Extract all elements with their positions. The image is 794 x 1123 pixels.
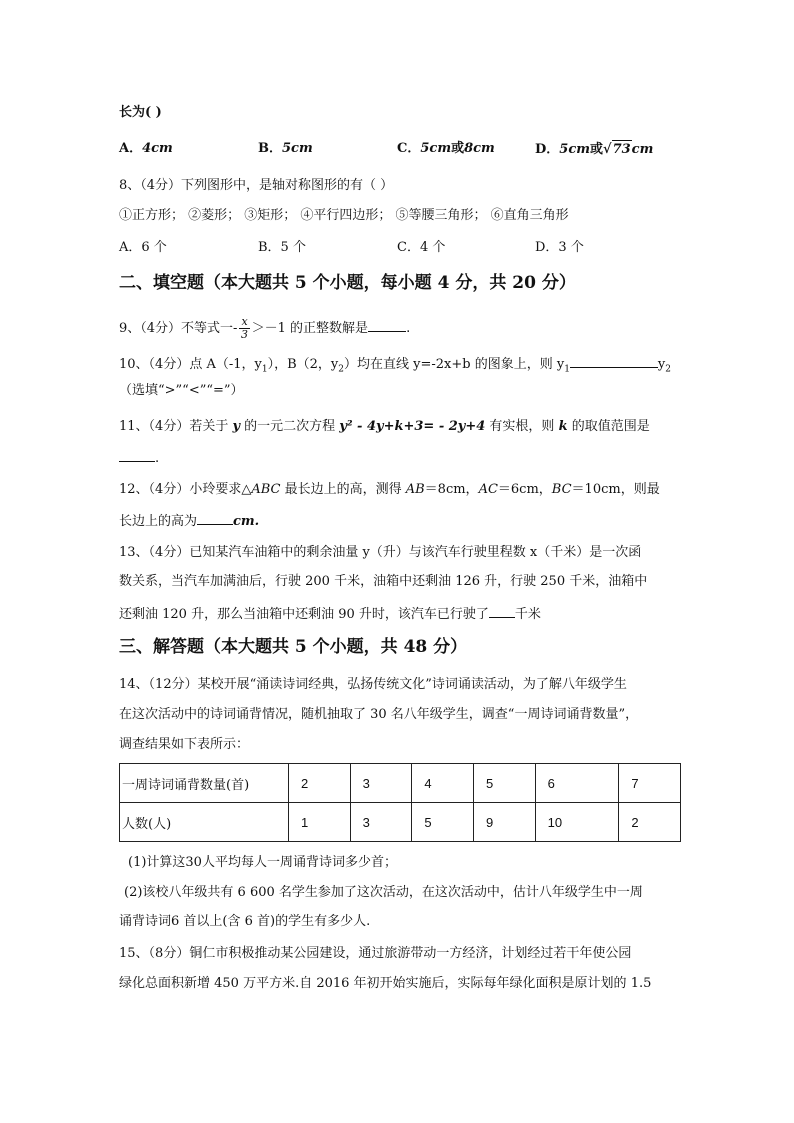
- q15-line2: 绿化总面积新增 450 万平方米.自 2016 年初开始实施后，实际每年绿化面积是原计划的 1.5: [119, 976, 652, 991]
- q13-line2: 数关系，当汽车加满油后，行驶 200 千米，油箱中还剩油 126 升，行驶 250 千米，油箱中: [119, 574, 648, 589]
- table-row: [120, 803, 681, 842]
- q14-sub2-line1: (2)该校八年级共有 6 600 名学生参加了这次活动，在这次活动中，估计八年级学生中一周: [124, 885, 643, 900]
- q8-option-a: A．6 个: [119, 240, 167, 255]
- q9: 9、（4分）不等式一- $\frac{x}{3}$ ＞－1 的正整数解是 .: [119, 315, 411, 341]
- q14-line1: 14、（12分）某校开展“涌读诗词经典，弘扬传统文化”诗词诵读活动，为了解八年级学生: [119, 677, 627, 692]
- q8-option-d: D．3 个: [535, 240, 584, 255]
- table-cell: 3: [350, 764, 412, 803]
- table-cell: 5: [412, 803, 474, 842]
- section-3-title: 三、解答题（本大题共 5 个小题，共 48 分）: [119, 637, 468, 657]
- q14-line2: 在这次活动中的诗词诵背情况，随机抽取了 30 名八年级学生，调查“一周诗词诵背数量”，: [119, 707, 639, 722]
- table-cell: 1: [289, 803, 351, 842]
- q7-option-b: B．5cm: [258, 141, 313, 156]
- q11-line1: 11、（4分）若关于 y 的一元二次方程 y² - 4y+k+3= - 2y+4 有实根，则 k 的取值范围是: [119, 419, 650, 434]
- q7-option-d: D．5cm或√73cm: [535, 142, 654, 157]
- table-cell: 3: [350, 803, 412, 842]
- table-cell: 6: [535, 764, 619, 803]
- table-row-head: 一周诗词诵背数量(首): [120, 764, 289, 803]
- table-row: [120, 764, 681, 803]
- table-cell: 5: [473, 764, 535, 803]
- q13-line1: 13、（4分）已知某汽车油箱中的剩余油量 y（升）与该汽车行驶里程数 x（千米）是一次函: [119, 545, 642, 560]
- q14-sub2-line2: 诵背诗词6 首以上(含 6 首)的学生有多少人.: [119, 914, 371, 929]
- table-cell: 9: [473, 803, 535, 842]
- q12-line1: 12、（4分）小玲要求△ABC 最长边上的高，测得 AB＝8cm，AC＝6cm，BC＝10cm，则最: [119, 482, 660, 497]
- q8-shapes: ①正方形； ②菱形； ③矩形； ④平行四边形； ⑤等腰三角形； ⑥直角三角形: [119, 208, 569, 223]
- q14-line3: 调查结果如下表所示：: [119, 737, 250, 752]
- table-cell: 2: [619, 803, 681, 842]
- q14-sub1: (1)计算这30人平均每人一周诵背诗词多少首；: [128, 855, 397, 870]
- table-cell: 4: [412, 764, 474, 803]
- q7-option-a: A．4cm: [119, 141, 173, 156]
- q8-stem: 8、（4分）下列图形中，是轴对称图形的有（ ）: [119, 178, 394, 193]
- table-cell: 2: [289, 764, 351, 803]
- table-cell: 7: [619, 764, 681, 803]
- q8-option-c: C．4 个: [397, 240, 446, 255]
- table-cell: 10: [535, 803, 619, 842]
- q12-line2: 长边上的高为 cm.: [119, 510, 259, 531]
- q13-line3: 还剩油 120 升，那么当油箱中还剩油 90 升时，该汽车已行驶了 千米: [119, 603, 541, 624]
- table-row-head: 人数(人): [120, 803, 289, 842]
- q11-line2: .: [119, 447, 159, 468]
- q8-option-b: B．5 个: [258, 240, 306, 255]
- q14-data-table: [119, 763, 681, 842]
- q15-line1: 15、（8分）铜仁市积极推动某公园建设，通过旅游带动一方经济，计划经过若干年使公园: [119, 946, 632, 961]
- section-2-title: 二、填空题（本大题共 5 个小题，每小题 4 分，共 20 分）: [119, 273, 576, 293]
- q7-option-c: C．5cm或8cm: [397, 141, 495, 156]
- q7-stem-tail: 长为( ): [119, 105, 162, 120]
- q10-line2: （选填“>”“<”“=”）: [119, 383, 244, 398]
- q10-line1: 10、（4分）点 A（-1，$y_1$），B（2，$y_2$）均在直线 y=-2x+b 的图象上，则 $y_1$ $y_2$: [119, 353, 671, 379]
